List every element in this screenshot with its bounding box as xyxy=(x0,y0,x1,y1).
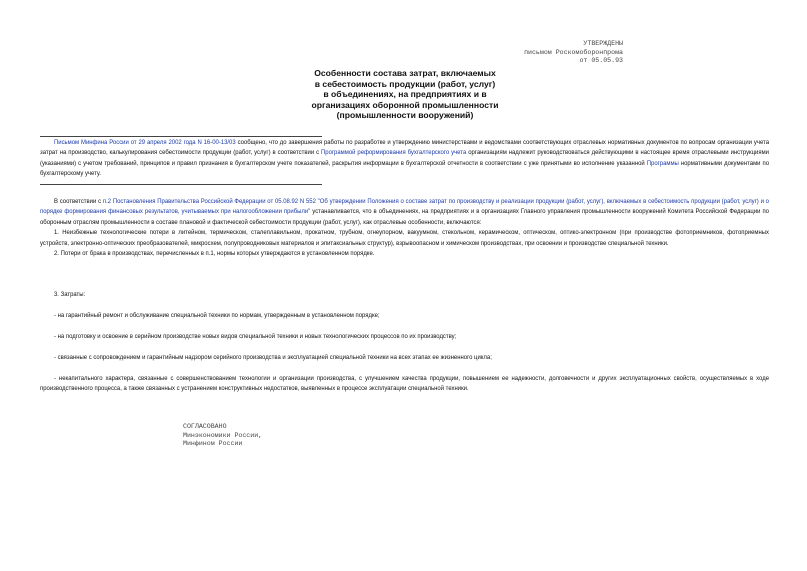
item-3: 3. Затраты: xyxy=(54,292,86,298)
agreement-line-3: Минфином России xyxy=(183,440,243,448)
note-text-3: нормативными документами по бухгалтерскому учету. xyxy=(40,160,769,178)
approval-line-3: от 05.05.93 xyxy=(579,57,623,65)
program-link[interactable]: Программы xyxy=(646,160,679,167)
item-2: 2. Потери от брака в производствах, перечисленных в п.1, нормы которых утверждаются в установленном порядке. xyxy=(54,251,375,258)
intro-text-1: В соответствии с xyxy=(54,199,103,205)
title-line-3: в объединениях, на предприятиях и в xyxy=(323,89,487,100)
reform-program-link[interactable]: Программой реформирования бухгалтерского учета xyxy=(321,150,467,157)
note-paragraph xyxy=(40,138,769,180)
sub-item-2-block xyxy=(40,332,769,342)
sub-item-4-block xyxy=(40,374,769,395)
item-1: 1. Неизбежные технологические потери в литейном, термическом, сталеплавильном, прокатном, трубном, огнеупорном, вакуумном, стекольном, керамическом, оптическом, оптико-электронном (при производстве фотоприемников, фотоприемных устройств, электронно-оптических преобразователей, микросхем, полупроводниковых материалов и эпитаксиальных структур), взрывоопасном и химическом производствах, при освоении и производстве специальной техники. xyxy=(40,230,769,247)
note-bottom-divider xyxy=(40,184,322,185)
title-line-5: (промышленности вооружений) xyxy=(336,110,474,121)
sub-item-3-block xyxy=(40,353,769,363)
title-line-1: Особенности состава затрат, включаемых xyxy=(314,68,496,78)
title-line-4: организациях оборонной промышленности xyxy=(311,99,499,110)
note-top-divider xyxy=(40,136,322,137)
sub-item-2: - на подготовку и освоение в серийном производстве новых видов специальной техники и новых технологических процессов по их производству; xyxy=(54,334,457,340)
note-text-2: организациям надлежит руководствоваться действующими в настоящее время отраслевыми инструкциями (указаниями) с учетом требований, принципов и правил признания в бухгалтерском учете показателей, раскрытия информации в бухгалтерской отчетности в соответствии с уже принятыми во исполнение указанной xyxy=(40,150,769,167)
sub-item-4: - некапитального характера, связанные с совершенствованием технологии и организации производства, с улучшением качества продукции, повышением ее надежности, долговечности и других эксплуатационных свойств, осуществляемых в ходе производственного процесса, а также связанных с устранением конструктивных недостатков, выявленных в процессе эксплуатации специальной техники. xyxy=(40,376,769,393)
agreement-line-2: Минэкономики России, xyxy=(183,431,263,439)
intro-text-2: устанавливается, что в объединениях, на предприятиях и в организациях Главного управления промышленности вооружений Комитета Российской Федерации по оборонным отраслям промышленности в составе плановой и фактической себестоимости продукции (работ, услуг), как отраслевые особенности, включаются: xyxy=(40,209,769,226)
sub-item-3: - связанные с сопровождением и гарантийным надзором серийного производства и эксплуатацией специальной техники на всех этапах ее жизненного цикла; xyxy=(54,355,492,361)
editorial-note xyxy=(40,138,769,180)
sub-item-1: - на гарантийный ремонт и обслуживание специальной техники по нормам, утвержденным в установленном порядке; xyxy=(54,313,380,319)
agreement-block xyxy=(183,423,262,449)
approval-line-1: УТВЕРЖДЕНЫ xyxy=(583,40,623,47)
agreement-line-1: СОГЛАСОВАНО xyxy=(183,423,227,430)
approval-stamp xyxy=(470,40,623,66)
item-3-block xyxy=(40,290,769,300)
resolution-552-link[interactable]: п.2 Постановления Правительства Российской Федерации от 05.08.92 N 552 "Об утверждении Положения о составе затрат по производству и реализации продукции (работ, услуг), включаемых в себестоимость продукции (работ, услуг) и о порядке формирования финансовых результатов, учитываемых при налогообложении прибыли" xyxy=(40,199,769,216)
intro-block xyxy=(40,197,769,259)
sub-item-1-block xyxy=(40,311,769,321)
minfin-letter-link[interactable]: Письмом Минфина России от 29 апреля 2002 года N 16-00-13/03 xyxy=(54,140,236,146)
intro-paragraph xyxy=(40,197,769,228)
document-title xyxy=(240,68,570,121)
title-line-2: в себестоимость продукции (работ, услуг) xyxy=(314,78,496,89)
note-text-1: сообщено, что до завершения работы по разработке и утверждению министерствами и ведомствами соответствующих отраслевых нормативных документов по вопросам организации учета затрат на производство, калькулирования себестоимости продукции (работ, услуг) в соответствии с xyxy=(40,140,770,157)
approval-line-2: письмом Роскомоборонпрома xyxy=(524,48,623,56)
